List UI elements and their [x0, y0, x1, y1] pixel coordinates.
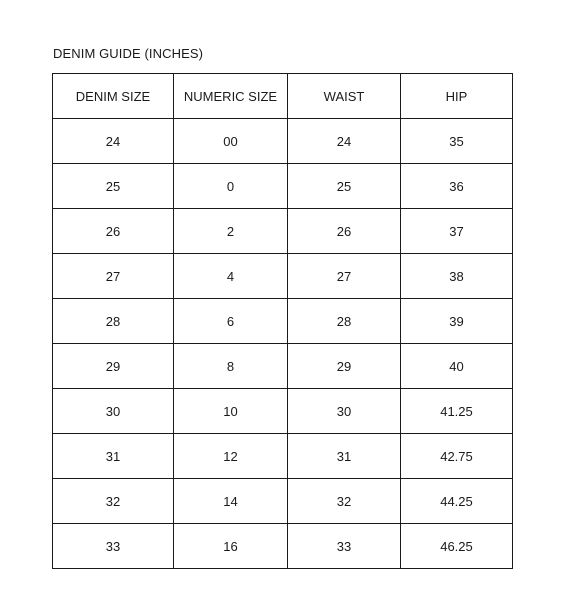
cell-denim-size: 25: [53, 164, 174, 209]
page-title: DENIM GUIDE (INCHES): [53, 46, 204, 61]
table-header-row: [53, 74, 513, 119]
cell-hip: 46.25: [401, 524, 513, 569]
cell-denim-size: 32: [53, 479, 174, 524]
table-row: [53, 299, 513, 344]
table-row: [53, 344, 513, 389]
cell-waist: 28: [288, 299, 401, 344]
cell-waist: 26: [288, 209, 401, 254]
cell-waist: 30: [288, 389, 401, 434]
header-denim-size: DENIM SIZE: [53, 74, 174, 119]
cell-numeric-size: 12: [174, 434, 288, 479]
header-hip: HIP: [401, 74, 513, 119]
cell-denim-size: 29: [53, 344, 174, 389]
cell-numeric-size: 14: [174, 479, 288, 524]
cell-hip: 39: [401, 299, 513, 344]
table-row: [53, 209, 513, 254]
cell-numeric-size: 10: [174, 389, 288, 434]
cell-hip: 42.75: [401, 434, 513, 479]
cell-denim-size: 31: [53, 434, 174, 479]
cell-waist: 31: [288, 434, 401, 479]
cell-denim-size: 33: [53, 524, 174, 569]
table-row: [53, 479, 513, 524]
cell-hip: 36: [401, 164, 513, 209]
header-numeric-size: NUMERIC SIZE: [174, 74, 288, 119]
cell-waist: 29: [288, 344, 401, 389]
table-row: [53, 434, 513, 479]
table-row: [53, 164, 513, 209]
cell-denim-size: 27: [53, 254, 174, 299]
cell-hip: 41.25: [401, 389, 513, 434]
table-row: [53, 254, 513, 299]
table-row: [53, 524, 513, 569]
cell-numeric-size: 0: [174, 164, 288, 209]
cell-denim-size: 28: [53, 299, 174, 344]
table-row: [53, 119, 513, 164]
cell-denim-size: 30: [53, 389, 174, 434]
header-waist: WAIST: [288, 74, 401, 119]
cell-denim-size: 26: [53, 209, 174, 254]
cell-waist: 27: [288, 254, 401, 299]
cell-denim-size: 24: [53, 119, 174, 164]
cell-numeric-size: 2: [174, 209, 288, 254]
cell-numeric-size: 00: [174, 119, 288, 164]
cell-numeric-size: 8: [174, 344, 288, 389]
cell-waist: 32: [288, 479, 401, 524]
denim-size-table: [52, 73, 513, 569]
cell-hip: 37: [401, 209, 513, 254]
cell-hip: 35: [401, 119, 513, 164]
table-row: [53, 389, 513, 434]
cell-hip: 38: [401, 254, 513, 299]
cell-numeric-size: 6: [174, 299, 288, 344]
cell-numeric-size: 16: [174, 524, 288, 569]
cell-hip: 40: [401, 344, 513, 389]
cell-waist: 25: [288, 164, 401, 209]
cell-waist: 33: [288, 524, 401, 569]
cell-numeric-size: 4: [174, 254, 288, 299]
cell-hip: 44.25: [401, 479, 513, 524]
cell-waist: 24: [288, 119, 401, 164]
